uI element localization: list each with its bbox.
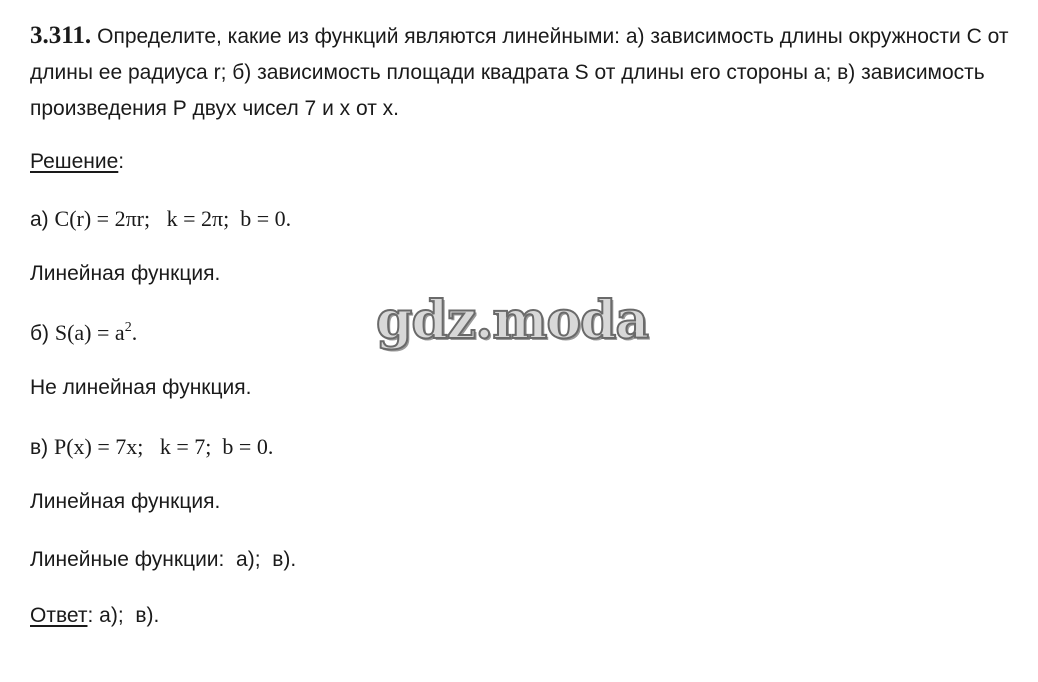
answer-text: : а); в). xyxy=(87,604,160,627)
part-b-exponent: 2 xyxy=(124,320,132,335)
part-a-conclusion: Линейная функция. xyxy=(30,262,221,285)
part-b-formula: б) $S(a) = a^2$. xyxy=(30,320,138,345)
part-c-formula: в) P(x) = 7x; k = 7; b = 0. xyxy=(30,434,274,459)
solution-heading-label: Решение xyxy=(30,150,119,173)
part-c-conclusion: Линейная функция. xyxy=(30,490,221,513)
answer xyxy=(30,604,159,628)
part-a-equation: C(r) = 2πr; k = 2π; b = 0. xyxy=(54,206,292,231)
answer-label: Ответ xyxy=(30,604,88,627)
problem-text: Определите, какие из функций являются линейными: а) зависимость длины окружности С от длины ее радиуса r; б) зависимость площади квадрата S от длины его стороны а; в) зависимость произведения Р двух чисел 7 и x от x. xyxy=(30,25,1009,120)
problem-block xyxy=(30,18,1020,127)
part-c-equation: P(x) = 7x; k = 7; b = 0. xyxy=(53,434,274,459)
problem-statement xyxy=(30,18,1020,127)
solution-heading: Решение: xyxy=(30,150,125,173)
watermark-logo: gdz.moda xyxy=(376,290,649,351)
summary: Линейные функции: а); в). xyxy=(30,548,297,571)
part-b-equation: $S(a) = a^2$. xyxy=(54,320,138,345)
part-b-conclusion: Не линейная функция. xyxy=(30,376,252,399)
problem-number: 3.311. xyxy=(30,22,92,49)
part-a-formula: а) C(r) = 2πr; k = 2π; b = 0. xyxy=(30,206,292,231)
